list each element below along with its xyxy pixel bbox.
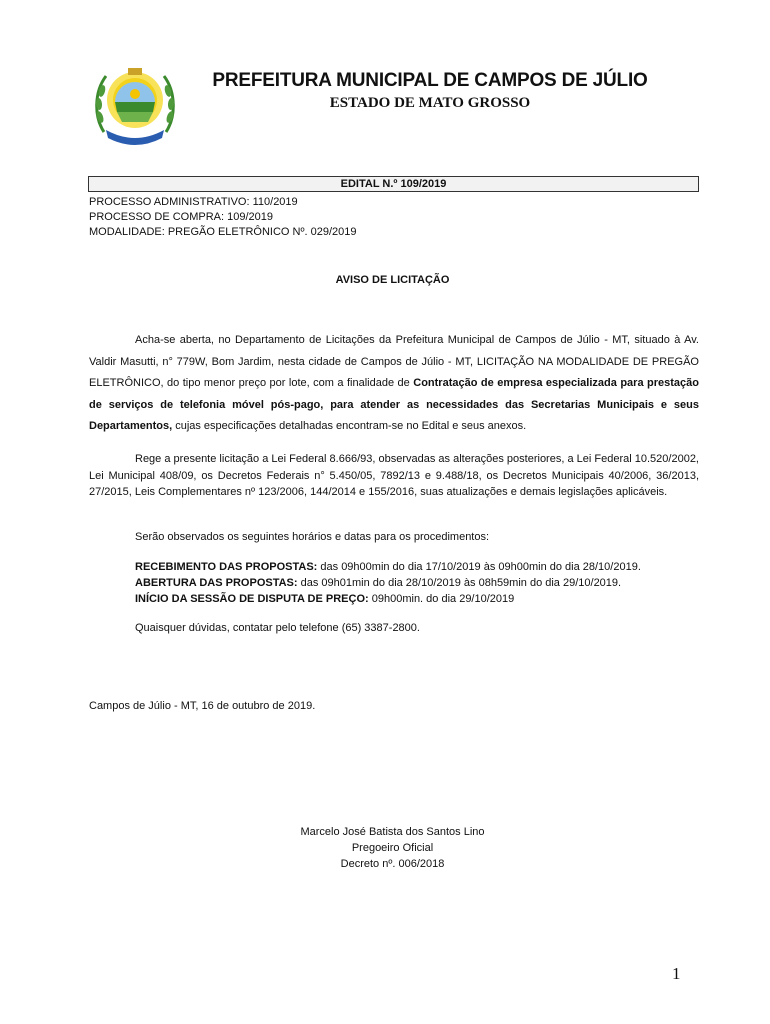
schedule-opening [135, 575, 641, 591]
schedule-receipt-label: RECEBIMENTO DAS PROPOSTAS: [135, 561, 318, 573]
schedule-opening-label: ABERTURA DAS PROPOSTAS: [135, 577, 298, 589]
process-admin: PROCESSO ADMINISTRATIVO: 110/2019 [89, 196, 298, 208]
notice-title: AVISO DE LICITAÇÃO [335, 274, 450, 286]
legal-basis-text: Rege a presente licitação a Lei Federal 8.666/93, observadas as alterações posteriores, a Lei Federal 10.520/2002, Lei Municipal 408/09, os Decretos Federais n° 5.450/05, 7892/13 e 9.488/18, os Decretos Municipais 40/2006, 36/2013, 27/2015, Leis Complementares nº 123/2006, 144/2014 e 155/2016, suas atualizações e demais legislações aplicáveis. [89, 453, 699, 498]
place-date: Campos de Júlio - MT, 16 de outubro de 2019. [89, 700, 316, 712]
signer-role: Pregoeiro Oficial [351, 842, 434, 854]
opening-text-1: Acha-se aberta, no Departamento de Licitações da Prefeitura Municipal de Campos de Júlio - MT, situado à Av. Valdir Masutti, n° 779W, Bom Jardim, nesta cidade de Campos de Júlio - MT, LICITAÇÃO NA MODALIDADE DE PREGÃO ELETRÔNICO, do tipo menor preço por lote, com a finalidade de [89, 334, 699, 389]
schedule-session [135, 591, 641, 607]
schedule-intro-text: Serão observados os seguintes horários e datas para os procedimentos: [135, 531, 490, 543]
opening-text-bold: Contratação de empresa especializada para prestação de serviços de telefonia móvel pós-pago, para atender as necessidades das Secretarias Municipais e seus Departamentos, [89, 377, 699, 432]
opening-text-2: cujas especificações detalhadas encontram-se no Edital e seus anexos. [172, 420, 527, 432]
signer-name: Marcelo José Batista dos Santos Lino [300, 826, 485, 838]
schedule-list [135, 559, 641, 607]
page-subtitle: ESTADO DE MATO GROSSO [329, 95, 531, 111]
edital-number-box: EDITAL N.º 109/2019 [88, 176, 699, 192]
signature-block [0, 824, 770, 872]
schedule-intro-paragraph [89, 531, 699, 543]
legal-basis-paragraph [89, 451, 699, 501]
schedule-opening-value: das 09h01min do dia 28/10/2019 às 08h59min do dia 29/10/2019. [297, 577, 622, 589]
contact-line: Quaisquer dúvidas, contatar pelo telefone (65) 3387-2800. [135, 622, 420, 634]
schedule-session-label: INÍCIO DA SESSÃO DE DISPUTA DE PREÇO: [135, 593, 369, 605]
process-info [89, 195, 357, 240]
schedule-receipt [135, 559, 641, 575]
signer-decree: Decreto nº. 006/2018 [340, 858, 445, 870]
process-modality: MODALIDADE: PREGÃO ELETRÔNICO Nº. 029/2019 [89, 226, 357, 238]
page-number: 1 [672, 964, 681, 983]
municipal-coat-of-arms [90, 62, 180, 152]
schedule-session-value: 09h00min. do dia 29/10/2019 [368, 593, 515, 605]
opening-paragraph [89, 330, 699, 438]
page-title: PREFEITURA MUNICIPAL DE CAMPOS DE JÚLIO [212, 70, 648, 91]
schedule-receipt-value: das 09h00min do dia 17/10/2019 às 09h00min do dia 28/10/2019. [317, 561, 641, 573]
process-purchase: PROCESSO DE COMPRA: 109/2019 [89, 211, 274, 223]
